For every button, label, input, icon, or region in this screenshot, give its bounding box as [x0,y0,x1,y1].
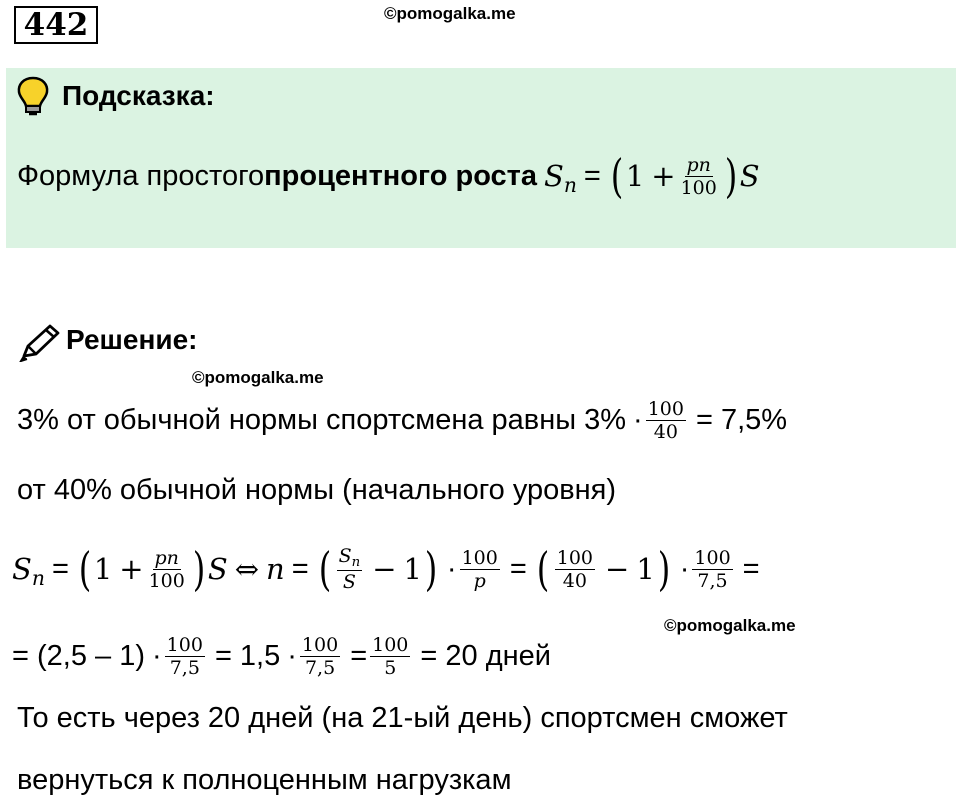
hint-formula-S: $S_n$ [543,159,577,198]
line1-result: = 7,5% [695,403,788,436]
hint-formula-S-end: S [739,159,760,193]
solution-line-1 [17,392,787,448]
line3-fraction-sn: $\frac{S_n}{S}$ [338,545,361,593]
pencil-icon [18,324,60,367]
hint-text: Формула простого процентного роста $S_n$ = ( 1 + $\frac{pn}{100}$ ) S [17,149,760,203]
solution-line-5: То есть через 20 дней (на 21-ый день) спортсмен сможет [17,702,788,734]
solution-line-2: от 40% обычной нормы (начального уровня) [17,474,617,506]
hint-title: Подсказка: [62,80,215,111]
watermark: ©pomogalka.me [384,4,516,23]
watermark: ©pomogalka.me [192,368,324,387]
line3-fraction-75: $\frac{100}{7,5}$ [694,546,731,592]
lightbulb-icon [16,76,50,121]
hint-formula-eq: = [583,159,601,192]
problem-number: 442 [14,6,98,44]
line3-fraction-p: $\frac{100}{p}$ [461,546,498,592]
line4-fraction-1: $\frac{100}{7,5}$ [166,633,203,679]
hint-formula-one: 1 [625,159,645,193]
solution-line-3: $S_n$ = ( 1 + $\frac{pn}{100}$ ) S ⇔ n = ( $\frac{S_n}{S}$ − 1 ) · $\frac{100}{p}$ = ( $\frac{100}{40}$ − 1 ) · $\frac{100}{7,5}$ = [12,542,760,596]
hint-formula-plus: + [651,159,676,193]
solution-line-6: вернуться к полноценным нагрузкам [17,764,512,796]
line4-fraction-3: $\frac{100}{5}$ [372,633,409,679]
watermark: ©pomogalka.me [664,616,796,635]
line1-dot: · [633,403,643,436]
hint-text-bold: процентного роста [264,159,537,192]
hint-text-prefix: Формула простого [17,159,265,192]
line4-fraction-2: $\frac{100}{7,5}$ [301,633,339,679]
solution-line-4: = (2,5 – 1) · $\frac{100}{7,5}$ = 1,5 · $\frac{100}{7,5}$ = $\frac{100}{5}$ = 20 дней [12,633,551,679]
line3-fraction-40: $\frac{100}{40}$ [556,546,593,592]
line1-fraction: $\frac{100}{40}$ [647,397,684,443]
line1-text: 3% от обычной нормы спортсмена равны 3% [17,403,627,436]
hint-formula-fraction: $\frac{pn}{100}$ [680,153,717,199]
line3-fraction-pn: $\frac{pn}{100}$ [148,546,185,592]
solution-title: Решение: [66,324,198,355]
